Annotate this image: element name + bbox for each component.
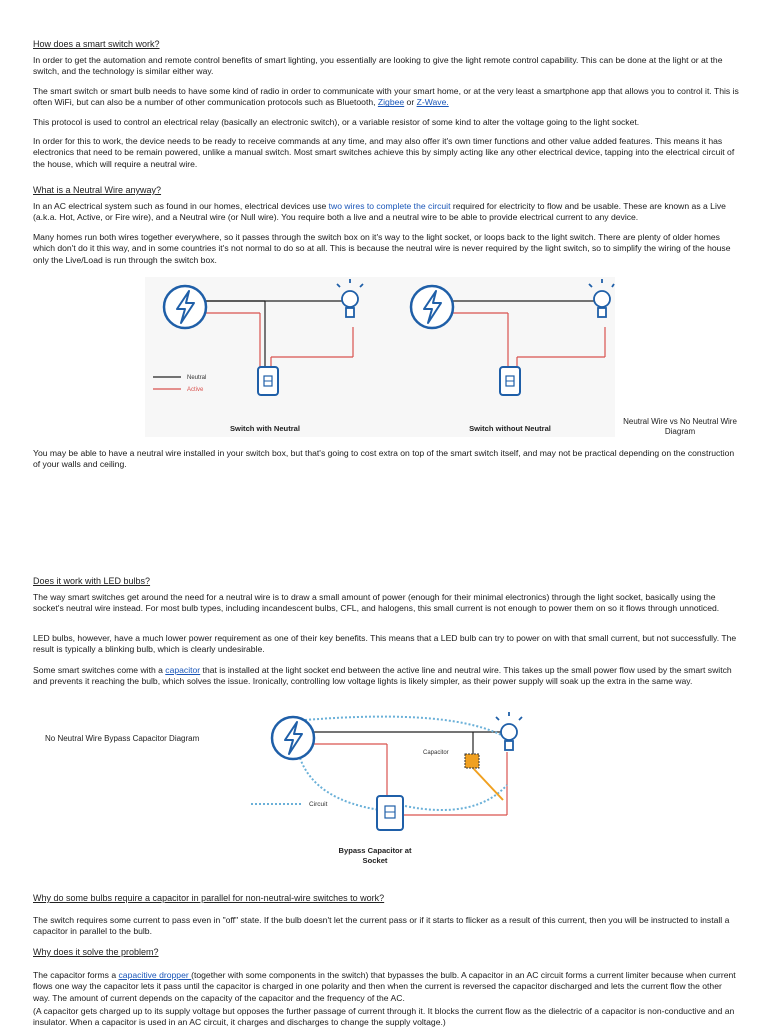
neutral-diagram-svg bbox=[145, 277, 615, 437]
paragraph bbox=[33, 201, 741, 224]
legend-neutral: Neutral bbox=[187, 375, 207, 381]
paragraph: LED bulbs, however, have a much lower power requirement as one of their key benefits. This means that a LED bulb can try to power on with that small current, but not successfully. The result is typically a blinking bulb, which is clearly undesirable. bbox=[33, 633, 737, 655]
paragraph: The way smart switches get around the need for a neutral wire is to draw a small amount of power (enough for their minimal electronics) through the light socket, basically using the socket's neutral wire instead. For most bulb types, including incandescent bulbs, CFL, and halogens, this small current is not enough to power them on so it flows through unnoticed. bbox=[33, 592, 720, 614]
diagram-label-neutral-vs-no-neutral: Neutral Wire vs No Neutral Wire Diagram bbox=[623, 417, 737, 436]
heading-neutral-wire: What is a Neutral Wire anyway? bbox=[33, 185, 162, 195]
paragraph: This protocol is used to control an electrical relay (basically an electronic switch), or a variable resistor of some kind to alter the voltage going to the light socket. bbox=[33, 117, 640, 127]
paragraph: In order for this to work, the device needs to be ready to receive commands at any time, and may also offer it's own timer functions and other value added features. This means it has electronics that need to be remain powered, unlike a manual switch. Most smart switches achieve this by simply acting like any other electrical device, tapping into the electrical circuit of the house, which will require a neutral wire. bbox=[33, 136, 735, 169]
switch-icon bbox=[258, 367, 278, 395]
heading-why-solve-problem: Why does it solve the problem? bbox=[33, 947, 159, 957]
text: The smart switch or smart bulb needs to have some kind of radio in order to communicate with your smart home, or at the very least a smartphone app that allows you to control it. This is often WiFi, but can also be a number of other communication protocols such as Bluetooth, bbox=[33, 86, 739, 108]
capacitive-dropper-link[interactable]: capacitive dropper bbox=[118, 970, 192, 980]
caption-bypass-capacitor: Bypass Capacitor at Socket bbox=[338, 846, 412, 865]
legend-active: Active bbox=[187, 387, 204, 393]
paragraph bbox=[33, 86, 741, 109]
heading-led-bulbs: Does it work with LED bulbs? bbox=[33, 576, 151, 586]
legend-circuit: Circuit bbox=[309, 801, 328, 808]
capacitor-icon bbox=[465, 754, 479, 768]
paragraph: In order to get the automation and remote control benefits of smart lighting, you essentially are looking to give the light remote control capability. This can be done at the light or at the switch, and the technology is similar either way. bbox=[33, 55, 723, 77]
neutral-diagram bbox=[145, 277, 615, 437]
paragraph: (A capacitor gets charged up to its supply voltage but opposes the further passage of current through it. It blocks the current flow as the dielectric of a capacitor is non-conductive and an insulator. When a capacitor is used in an AC circuit, it charges and discharges to change the supply voltage.) bbox=[33, 1006, 735, 1028]
z-wave-link[interactable]: Z-Wave. bbox=[416, 97, 449, 108]
capacitor-diagram bbox=[245, 710, 535, 845]
text: (together with some components in the switch) that bypasses the bulb. A capacitor in an AC circuit forms a current limiter because when current flows one way the capacitor lets it pass until the capacitor is charged in one polarity and then when the current is reversed the capacitor discharged and lets the current flow the other way. The amount of current depends on the capacity of the capacitor and the frequency of the AC. bbox=[33, 970, 736, 1003]
zigbee-link[interactable]: Zigbee bbox=[377, 97, 405, 108]
power-source-icon bbox=[164, 286, 206, 328]
caption-switch-with-neutral: Switch with Neutral bbox=[229, 424, 301, 433]
capacitor-lead bbox=[473, 768, 503, 800]
paragraph bbox=[33, 970, 741, 1004]
text: or bbox=[404, 97, 417, 108]
switch-icon bbox=[500, 367, 520, 395]
paragraph: You may be able to have a neutral wire installed in your switch box, but that's going to cost extra on top of the smart switch itself, and may not be practical depending on the construction of your walls and ceiling. bbox=[33, 448, 735, 470]
capacitor-link[interactable]: capacitor bbox=[165, 665, 201, 675]
text: that is installed at the light socket end between the active line and neutral wire. This takes up the small power flow used by the smart switch and prevents it reaching the bulb, which solves the issue. Ironically, controlling low voltage lights is likely simpler, as their power supply will soak up the extra in the same way. bbox=[33, 665, 732, 687]
power-source-icon bbox=[411, 286, 453, 328]
paragraph bbox=[33, 665, 741, 688]
text: The capacitor forms a bbox=[33, 970, 119, 980]
text: required for electricity to flow and be usable. These are known as a Live (a.k.a. Hot, Active, or Fire wire), and a Neutral wire (or Null wire). You require both a live and a neutral wire to be able to provide electrical current to any device. bbox=[33, 201, 726, 223]
power-source-icon bbox=[272, 717, 314, 759]
paragraph: The switch requires some current to pass even in "off" state. If the bulb doesn't let the current pass or if it starts to flicker as a result of this current, then you will be instructed to install a capacitor in parallel to the bulb. bbox=[33, 915, 730, 937]
text: In an AC electrical system such as found in our homes, electrical devices use bbox=[33, 201, 329, 211]
paragraph: Many homes run both wires together everywhere, so it passes through the switch box on it's way to the light socket, or loops back to the light switch. There are plenty of older homes which don't do it this way, and in some countries it's not normal to do so at all. This is because the neutral wire is never required by the light switch, so to simplify the wiring of the house only the Live/Load is run through the switch box. bbox=[33, 232, 731, 265]
switch-icon bbox=[377, 796, 403, 830]
caption-switch-without-neutral: Switch without Neutral bbox=[469, 424, 551, 433]
bulb-icon bbox=[496, 712, 522, 750]
two-wires-link[interactable]: two wires to complete the circuit bbox=[328, 201, 451, 211]
heading-why-capacitor-parallel: Why do some bulbs require a capacitor in parallel for non-neutral-wire switches to work? bbox=[33, 893, 385, 903]
heading-how-smart-switch-works: How does a smart switch work? bbox=[33, 39, 160, 49]
diagram-label-bypass-capacitor: No Neutral Wire Bypass Capacitor Diagram bbox=[45, 734, 200, 743]
text: Some smart switches come with a bbox=[33, 665, 166, 675]
capacitor-label: Capacitor bbox=[423, 750, 449, 756]
capacitor-diagram-svg bbox=[245, 710, 535, 845]
